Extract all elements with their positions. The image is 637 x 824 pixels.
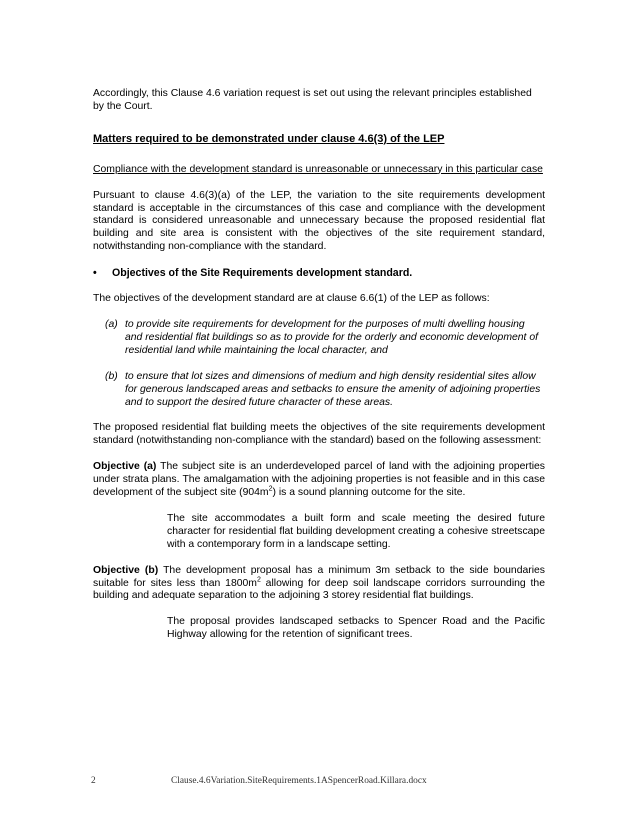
objective-a-superscript: 2 xyxy=(268,485,273,493)
objective-a-paragraph-2: The site accommodates a built form and scale meeting the desired future character for residential flat building development creating a cohesive streetscape with a contemporary form in a landscape setting. xyxy=(167,512,545,550)
objectives-bullet xyxy=(93,267,545,280)
objective-a-paragraph xyxy=(93,461,545,500)
objective-b-superscript: 2 xyxy=(256,576,261,584)
page-number: 2 xyxy=(91,776,96,786)
list-item-text: to provide site requirements for development for the purposes of multi dwelling housing and residential flat buildings so as to provide for the orderly and economic development of residential land while maintaining the local character, and xyxy=(125,318,538,356)
objectives-list xyxy=(105,319,543,409)
clause-paragraph: Pursuant to clause 4.6(3)(a) of the LEP, the variation to the site requirements development standard is acceptable in the circumstances of this case and compliance with the development standard is considered unreasonable and unnecessary because the proposed residential flat building and site area is consistent with the objectives of the site requirement standard, notwithstanding non-compliance with the standard. xyxy=(93,189,545,253)
objective-b-text-1: The development proposal has a minimum 3m setback to the side boundaries suitable for sites less than 1800m xyxy=(93,564,545,589)
objectives-intro-paragraph: The objectives of the development standard are at clause 6.6(1) of the LEP as follows: xyxy=(93,293,490,305)
section-subheading: Compliance with the development standard is unreasonable or unnecessary in this particular case xyxy=(93,163,543,175)
assessment-intro-paragraph: The proposed residential flat building meets the objectives of the site requirements development standard (notwithstanding non-compliance with the standard) based on the following assessment: xyxy=(93,422,545,447)
objective-b-label: Objective (b) xyxy=(93,564,159,576)
objective-b-paragraph-2: The proposal provides landscaped setbacks to Spencer Road and the Pacific Highway allowing for the retention of significant trees. xyxy=(167,616,545,641)
objective-b-block xyxy=(93,565,545,643)
objective-a-label: Objective (a) xyxy=(93,461,157,473)
list-item-marker: (a) xyxy=(105,318,118,330)
objective-b-text-2: allowing for deep soil landscape corridors surrounding the building and adequate separation to the adjoining 3 storey residential flat buildings. xyxy=(93,577,545,602)
objective-a-block xyxy=(93,461,545,551)
objective-a-text-1: The subject site is an underdeveloped parcel of land with the adjoining properties under strata plans. The amalgamation with the adjoining properties is not feasible and in this case development of the subject site (904m xyxy=(93,461,545,499)
document-page xyxy=(93,88,545,642)
footer-filename: Clause.4.6Variation.SiteRequirements.1ASpencerRoad.Killara.docx xyxy=(171,776,427,786)
intro-paragraph: Accordingly, this Clause 4.6 variation request is set out using the relevant principles established by the Court. xyxy=(93,88,532,112)
objective-a-text-2: ) is a sound planning outcome for the site. xyxy=(272,487,466,499)
objective-b-paragraph xyxy=(93,565,545,604)
list-item xyxy=(105,371,543,410)
section-heading: Matters required to be demonstrated under clause 4.6(3) of the LEP xyxy=(93,132,445,145)
list-item-marker: (b) xyxy=(105,370,118,382)
bullet-icon: • xyxy=(93,267,97,280)
bullet-text: Objectives of the Site Requirements development standard. xyxy=(112,267,413,280)
list-item-text: to ensure that lot sizes and dimensions of medium and high density residential sites allow for generous landscaped areas and setbacks to ensure the amenity of adjoining properties and to support the desired future character of these areas. xyxy=(125,370,541,408)
list-item xyxy=(105,319,543,358)
